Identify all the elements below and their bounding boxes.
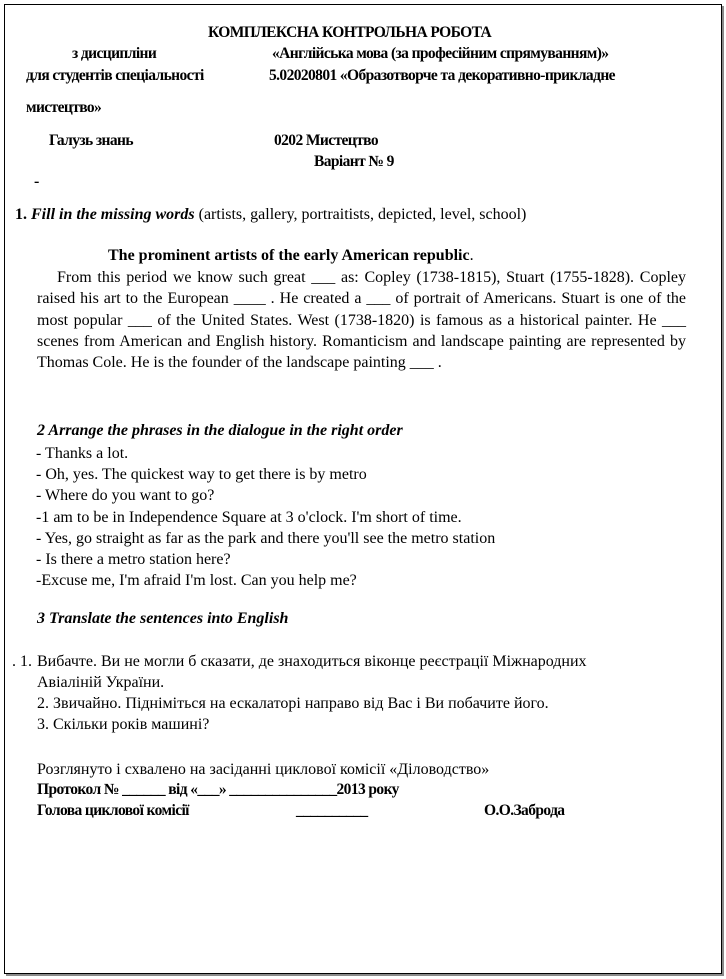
task1-paragraph-block — [37, 267, 686, 373]
sentence1-line2: Авіаліній України. — [37, 674, 165, 691]
field-label: Галузь знань — [49, 132, 133, 149]
sentence1-prefix: . 1. — [12, 653, 32, 670]
commission-head-name: О.О.Заброда — [484, 802, 565, 819]
task1-instruction: Fill in the missing words — [31, 206, 195, 223]
sentence2: 2. Звичайно. Підніміться на ескалаторі направо від Вас і Ви побачите його. — [37, 695, 549, 712]
dialogue-line: -Excuse me, I'm afraid I'm lost. Can you help me? — [36, 572, 357, 590]
text-title-line — [108, 246, 474, 266]
commission-head-label: Голова циклової комісії — [37, 802, 189, 819]
task1-paragraph: From this period we know such great ___ as: Copley (1738-1815), Stuart (1755-1828). Copley raised his art to the European ____ . He created a ___ of portrait of Americans. Stuart is one of the most popular ___ of the United States. West (1738-1820) is famous as a historical painter. He ___ scenes from American and English history. Romanticism and landscape painting are represented by Thomas Cole. He is the founder of the landscape painting ___ . — [37, 269, 686, 372]
variant-number: Варіант № 9 — [314, 153, 394, 170]
signature-line: __________ — [296, 802, 368, 819]
discipline-value: «Англійська мова (за професійним спрямуванням)» — [272, 45, 609, 62]
header-mark: - — [34, 173, 40, 190]
dialogue-line: - Where do you want to go? — [36, 487, 215, 505]
discipline-label: з дисципліни — [72, 45, 157, 62]
dialogue-line: - Yes, go straight as far as the park and there you'll see the metro station — [36, 529, 496, 547]
task1-line — [15, 205, 526, 225]
dialogue-line: -1 am to be in Independence Square at 3 o'clock. I'm short of time. — [36, 508, 462, 526]
dialogue-line: - Oh, yes. The quickest way to get there is by metro — [36, 466, 367, 484]
task3-heading: 3 Translate the sentences into English — [37, 610, 289, 627]
task1-number: 1. — [15, 206, 27, 223]
dialogue-line: - Thanks a lot. — [36, 445, 129, 462]
protocol-line: Протокол № ______ від «___» _______________2013 року — [37, 781, 399, 798]
text-title: The prominent artists of the early American republic — [108, 247, 470, 264]
specialty-value-cont: мистецтво» — [26, 99, 102, 116]
dialogue-line: - Is there a metro station here? — [36, 550, 231, 568]
field-value: 0202 Мистецтво — [274, 132, 378, 149]
specialty-label: для студентів спеціальності — [26, 67, 204, 84]
sentence3: 3. Скільки років машині? — [37, 716, 210, 733]
task2-heading: 2 Arrange the phrases in the dialogue in the right order — [37, 422, 403, 439]
approval-note: Розглянуто і схвалено на засіданні циклової комісії «Діловодство» — [37, 761, 490, 778]
dialogue-list — [36, 443, 495, 591]
specialty-value: 5.02020801 «Образотворче та декоративно-прикладне — [269, 67, 615, 84]
sentence1-line1: Вибачте. Ви не могли б сказати, де знаходиться віконце реєстрації Міжнародних — [37, 653, 587, 670]
document-title: КОМПЛЕКСНА КОНТРОЛЬНА РОБОТА — [208, 24, 492, 41]
text-title-end: . — [469, 247, 474, 264]
task1-words: (artists, gallery, portraitists, depicted, level, school) — [194, 206, 527, 223]
